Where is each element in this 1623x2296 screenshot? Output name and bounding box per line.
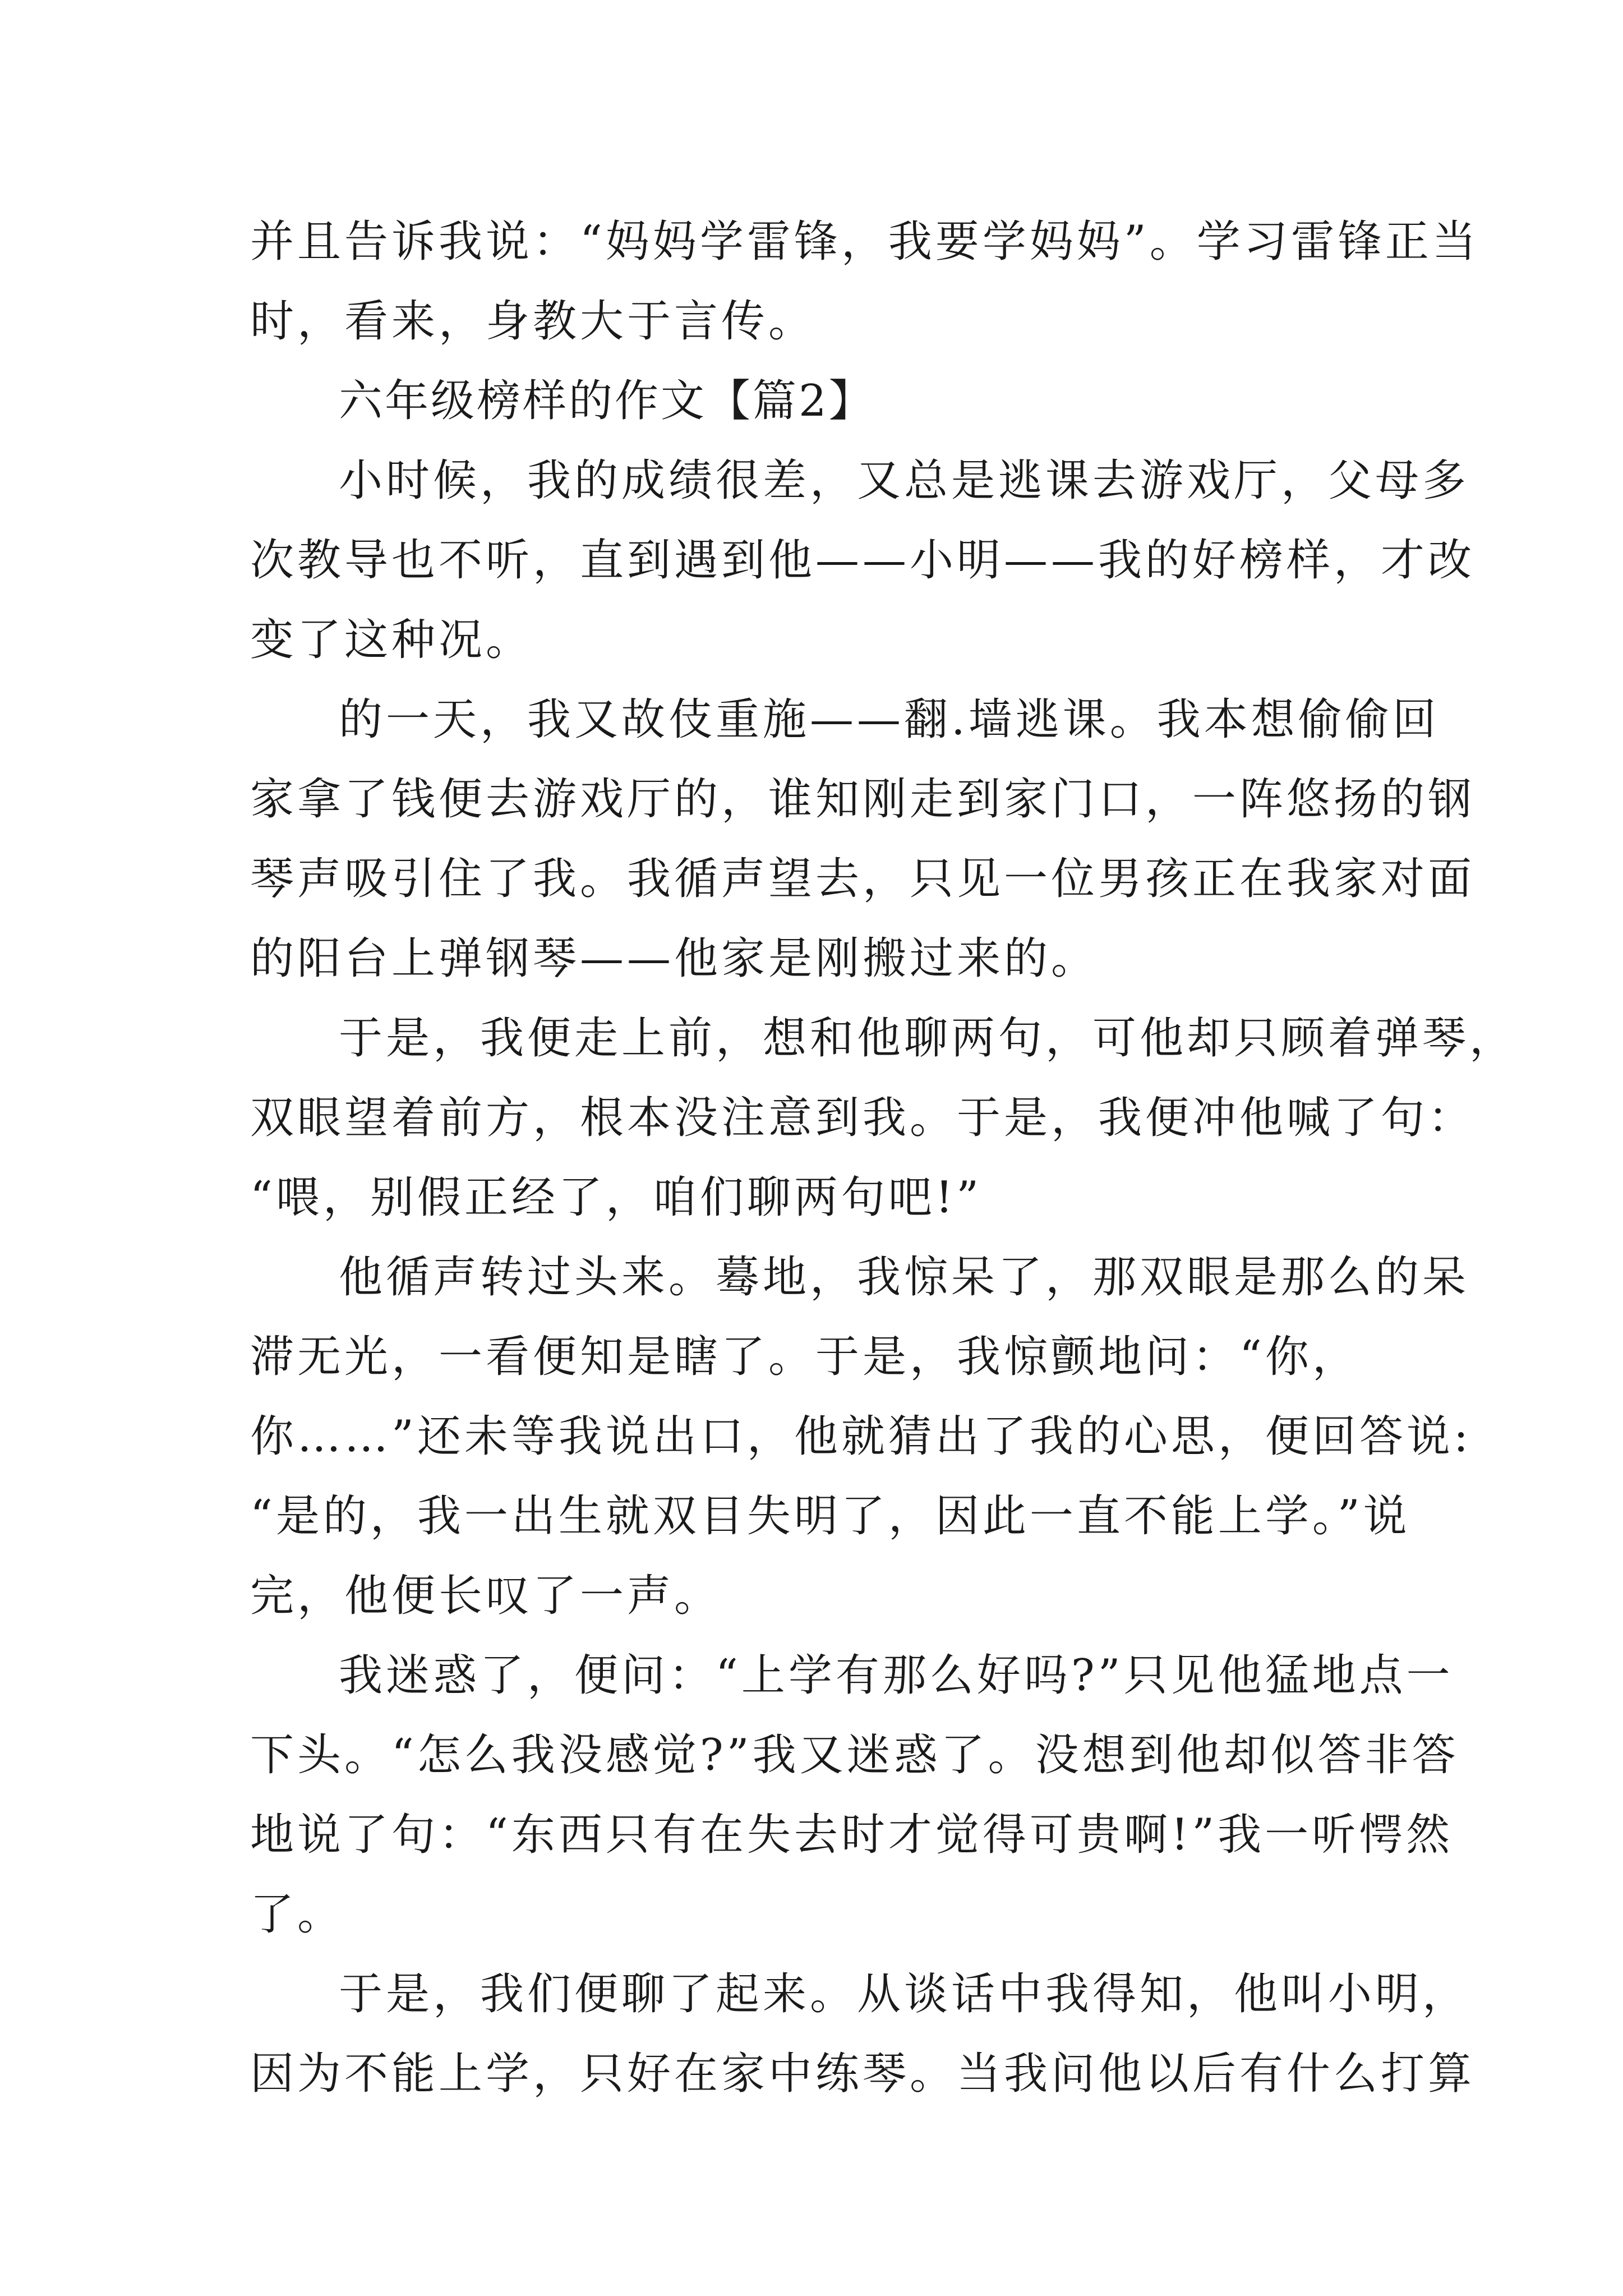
text-line: 时，看来，身教大于言传。	[250, 296, 816, 347]
text-line: 家拿了钱便去游戏厅的，谁知刚走到家门口，一阵悠扬的钢	[250, 774, 1476, 825]
text-line: 双眼望着前方，根本没注意到我。于是，我便冲他喊了句：	[250, 1093, 1476, 1143]
text-line: 变了这种况。	[250, 615, 533, 665]
text-line: 你……”还未等我说出口，他就猜出了我的心思，便回答说:	[250, 1411, 1472, 1462]
body-text	[250, 202, 1517, 2114]
text-line: 下头。“怎么我没感觉?”我又迷惑了。没想到他却似答非答	[250, 1730, 1459, 1780]
text-line: 滞无光，一看便知是瞎了。于是，我惊颤地问：“你，	[250, 1332, 1359, 1382]
text-line: 于是，我们便聊了起来。从谈话中我得知，他叫小明，	[339, 1969, 1470, 2019]
text-line: 的阳台上弹钢琴——他家是刚搬过来的。	[250, 933, 1099, 984]
text-line: 我迷惑了，便问：“上学有那么好吗?”只见他猛地点一	[339, 1650, 1454, 1701]
text-line: 他循声转过头来。蓦地，我惊呆了，那双眼是那么的呆	[339, 1252, 1470, 1303]
text-line: “是的，我一出生就双目失明了，因此一直不能上学。”说	[250, 1491, 1410, 1542]
text-line: 因为不能上学，只好在家中练琴。当我问他以后有什么打算	[250, 2049, 1476, 2099]
text-line: 的一天，我又故伎重施——翻.墙逃课。我本想偷偷回	[339, 694, 1440, 745]
text-line: 次教导也不听，直到遇到他——小明——我的好榜样，才改	[250, 535, 1476, 586]
text-line: 了。	[250, 1889, 345, 1940]
text-line: 并且告诉我说：“妈妈学雷锋，我要学妈妈”。学习雷锋正当	[250, 217, 1479, 267]
section-heading: 六年级榜样的作文【篇2】	[339, 376, 875, 426]
text-line: 于是，我便走上前，想和他聊两句，可他却只顾着弹琴，	[339, 1013, 1517, 1064]
text-line: 小时候，我的成绩很差，又总是逃课去游戏厅，父母多	[339, 455, 1470, 506]
text-line: 琴声吸引住了我。我循声望去，只见一位男孩正在我家对面	[250, 854, 1476, 904]
text-line: “喂，别假正经了，咱们聊两句吧!”	[250, 1172, 983, 1223]
text-line: 完，他便长叹了一声。	[250, 1571, 722, 1621]
text-line: 地说了句：“东西只有在失去时才觉得可贵啊!”我一听愕然	[250, 1810, 1454, 1860]
